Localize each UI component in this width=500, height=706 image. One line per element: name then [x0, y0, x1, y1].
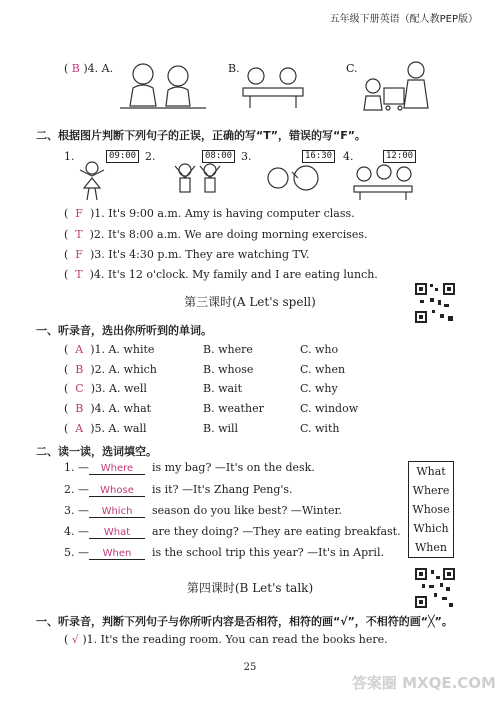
fill-item-4-answer[interactable]: What: [89, 527, 145, 539]
lunch-picture: [350, 160, 416, 202]
pic1-num: 1.: [64, 150, 75, 163]
picture-c: [358, 58, 438, 114]
lesson-4-title: 第四课时(B Let's talk): [186, 581, 314, 595]
clock-3: 16:30: [302, 150, 335, 163]
clock-1: 09:00: [106, 150, 139, 163]
s2-item-2-answer: T: [75, 228, 83, 241]
fill-item-5-num: 5. —: [64, 546, 89, 559]
s2-item-4-answer: T: [75, 268, 83, 281]
option-c-label: C.: [346, 62, 358, 75]
fill-item-2: [64, 483, 293, 497]
exercise-picture: [170, 160, 226, 202]
watermark: 答案圈 MXQE.COM: [351, 674, 496, 692]
fill-item-3: [64, 504, 342, 518]
l3-item-1: ( A )1. A. white: [64, 343, 155, 356]
fill-item-5-answer[interactable]: When: [89, 548, 145, 560]
l3-item-4-a: )4. A. what: [90, 402, 152, 415]
word-box: [408, 461, 454, 558]
section-2-l3-title: 二、读一读，选词填空。: [36, 445, 157, 458]
ballet-picture: [72, 160, 112, 202]
l3-item-5-c: C. with: [300, 422, 340, 435]
l4-item-1-answer: √: [71, 633, 79, 646]
lesson-3-title: 第三课时(A Let's spell): [184, 295, 316, 309]
fill-item-4-num: 4. —: [64, 525, 89, 538]
word-box-item: When: [415, 541, 447, 554]
fill-item-2-answer[interactable]: Whose: [89, 485, 145, 497]
s2-item-1-answer: F: [75, 207, 83, 220]
l3-item-2-c: C. when: [300, 363, 346, 376]
l3-item-1-c: C. who: [300, 343, 339, 356]
picture-b: [238, 60, 308, 110]
fill-item-1-text: is my bag? —It's on the desk.: [152, 461, 315, 474]
fill-item-2-num: 2. —: [64, 483, 89, 496]
s2-item-2: ( T )2. It's 8:00 a.m. We are doing morning exercises.: [64, 228, 368, 241]
word-box-item: Whose: [412, 503, 450, 516]
s2-item-4-text: )4. It's 12 o'clock. My family and I are eating lunch.: [89, 268, 378, 281]
l3-item-2-a: )2. A. which: [90, 363, 157, 376]
fill-item-5: [64, 546, 384, 560]
l3-item-2-b: B. whose: [203, 363, 254, 376]
fill-item-4: [64, 525, 401, 539]
q4-number: )4. A.: [83, 62, 114, 75]
fill-item-1: [64, 461, 315, 475]
fill-item-1-answer[interactable]: Where: [89, 463, 145, 475]
option-b-label: B.: [228, 62, 240, 75]
q4-answer: B: [71, 62, 80, 75]
pic3-num: 3.: [241, 150, 252, 163]
l4-item-1: ( √ )1. It's the reading room. You can read the books here.: [64, 633, 388, 646]
section-1-l4-title: 一、听录音，判断下列句子与你所听内容是否相符，相符的画“√”，不相符的画“╳”。: [36, 615, 453, 628]
l3-item-2: ( B )2. A. which: [64, 363, 157, 376]
picture-a: [118, 56, 208, 111]
word-box-item: Where: [412, 484, 450, 497]
l3-item-3-a: )3. A. well: [90, 382, 147, 395]
l3-item-4-c: C. window: [300, 402, 359, 415]
l3-item-1-answer: A: [75, 343, 84, 356]
l3-item-3-c: C. why: [300, 382, 338, 395]
q4-row: ( B )4. A.: [64, 62, 114, 75]
l3-item-5: ( A )5. A. wall: [64, 422, 147, 435]
l4-item-1-text: )1. It's the reading room. You can read the books here.: [82, 633, 388, 646]
section-2-title: 二、根据图片判断下列句子的正误，正确的写“T”，错误的写“F”。: [36, 129, 366, 142]
l3-item-1-a: )1. A. white: [90, 343, 155, 356]
l3-item-4: ( B )4. A. what: [64, 402, 152, 415]
s2-item-1-text: )1. It's 9:00 a.m. Amy is having computer class.: [89, 207, 355, 220]
l3-item-5-answer: A: [75, 422, 84, 435]
l3-item-5-b: B. will: [203, 422, 239, 435]
l3-item-4-answer: B: [75, 402, 84, 415]
l3-item-2-answer: B: [75, 363, 84, 376]
fill-item-3-num: 3. —: [64, 504, 89, 517]
l3-item-3: ( C )3. A. well: [64, 382, 147, 395]
fill-item-1-num: 1. —: [64, 461, 89, 474]
pic4-num: 4.: [343, 150, 354, 163]
pic2-num: 2.: [145, 150, 156, 163]
s2-item-3-answer: F: [75, 248, 83, 261]
fill-item-3-text: season do you like best? —Winter.: [152, 504, 343, 517]
word-box-item: What: [416, 465, 446, 478]
s2-item-4: ( T )4. It's 12 o'clock. My family and I are eating lunch.: [64, 268, 378, 281]
fill-item-2-text: is it? —It's Zhang Peng's.: [152, 483, 293, 496]
fill-item-3-answer[interactable]: Which: [89, 506, 145, 518]
clock-2: 08:00: [202, 150, 235, 163]
l3-item-4-b: B. weather: [203, 402, 264, 415]
l3-item-3-b: B. wait: [203, 382, 242, 395]
section-1-l3-title: 一、听录音，选出你所听到的单词。: [36, 324, 212, 337]
l3-item-3-answer: C: [75, 382, 84, 395]
header-title: 五年级下册英语（配人教PEP版）: [329, 14, 478, 25]
page-number: 25: [243, 662, 257, 673]
s2-item-3-text: )3. It's 4:30 p.m. They are watching TV.: [89, 248, 310, 261]
l3-item-1-b: B. where: [203, 343, 253, 356]
word-box-item: Which: [413, 522, 449, 535]
s2-item-1: ( F )1. It's 9:00 a.m. Amy is having computer class.: [64, 207, 355, 220]
s2-item-2-text: )2. It's 8:00 a.m. We are doing morning exercises.: [89, 228, 368, 241]
l3-item-5-a: )5. A. wall: [90, 422, 147, 435]
tv-picture: [262, 160, 328, 202]
s2-item-3: ( F )3. It's 4:30 p.m. They are watching TV.: [64, 248, 310, 261]
fill-item-5-text: is the school trip this year? —It's in April.: [152, 546, 384, 559]
fill-item-4-text: are they doing? —They are eating breakfast.: [152, 525, 401, 538]
clock-4: 12:00: [383, 150, 416, 163]
